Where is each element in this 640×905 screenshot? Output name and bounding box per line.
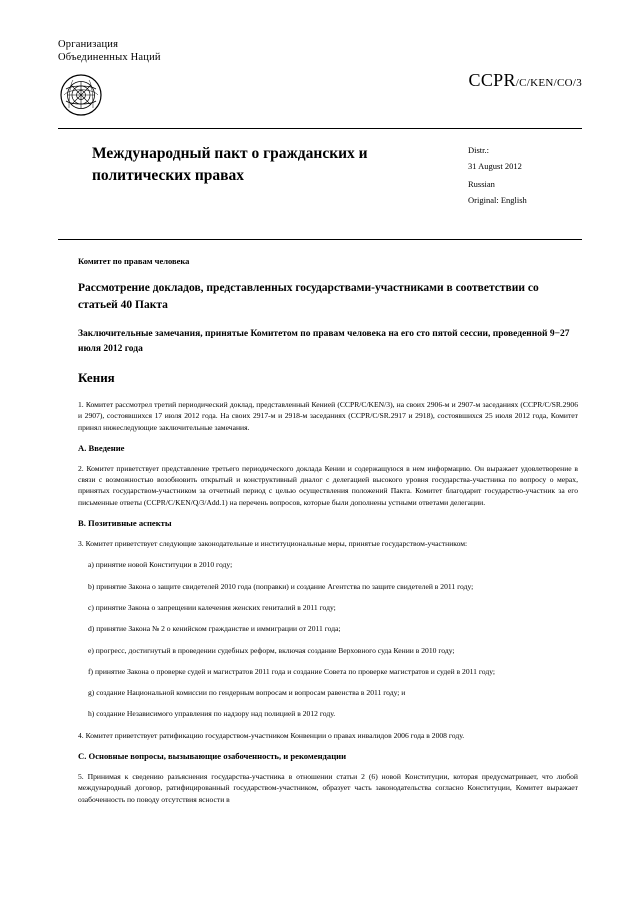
list-item-d: d) принятие Закона № 2 о кенийском гражданстве и иммиграции от 2011 года; <box>88 624 341 634</box>
list-item-f: f) принятие Закона о проверке судей и магистратов 2011 года и создание Совета по проверке магистратов и судей в 2011 году; <box>88 666 496 676</box>
title-block <box>58 129 582 227</box>
document-original-language: Original: English <box>468 195 527 205</box>
list-item-g: g) создание Национальной комиссии по гендерным вопросам и вопросам равенства в 2011 году; и <box>88 688 406 698</box>
list-item-b: b) принятие Закона о защите свидетелей 2010 года (поправки) и создание Агентства по защите свидетелей в 2011 году; <box>88 581 474 591</box>
title-left <box>58 143 456 227</box>
distribution-info <box>456 143 582 227</box>
committee-name: Комитет по правам человека <box>78 256 190 266</box>
instrument-title-line1: Международный пакт о гражданских и <box>92 145 368 162</box>
list-item-c: c) принятие Закона о запрещении калечения женских гениталий в 2011 году; <box>88 602 336 612</box>
list-item-h: h) создание Независимого управления по надзору над полицией в 2012 году. <box>88 709 336 719</box>
document-body <box>58 240 582 805</box>
document-symbol-suffix: /C/KEN/CO/3 <box>515 77 582 89</box>
organization-line2: Объединенных Наций <box>58 52 161 63</box>
masthead <box>58 30 582 126</box>
document-date: 31 August 2012 <box>468 161 522 171</box>
paragraph-5: 5. Принимая к сведению разъяснения государства-участника в отношении статьи 2 (6) новой Конституции, которая предусматривает, что любой международный договор, ратифицированный государством-участником, образует часть законодательства согласно Конституции, Комитет выражает озабоченность по поводу отсутствия ясности в <box>78 772 578 804</box>
paragraph-3: 3. Комитет приветствует следующие законодательные и институциональные меры, принятые государством-участником: <box>78 539 468 549</box>
section-c-heading: C. Основные вопросы, вызывающие озабоченность, и рекомендации <box>78 751 347 762</box>
document-language: Russian <box>468 179 495 189</box>
instrument-title-line2: политических правах <box>92 167 244 184</box>
section-b-heading: B. Позитивные аспекты <box>78 518 172 529</box>
paragraph-1: 1. Комитет рассмотрел третий периодический доклад, представленный Кенией (CCPR/C/KEN/3), на своих 2906-м и 2907-м заседаниях (CCPR/C/SR.2906 и 2907), состоявшихся 17 июля 2012 года. На своих 2917-м и 2918-м заседаниях (CCPR/C/SR.2917 и 2918), состоявшихся 25 июля 2012 года, Комитет принял нижеследующие заключительные замечания. <box>78 400 578 432</box>
list-item-a: a) принятие новой Конституции в 2010 году; <box>88 560 233 570</box>
distribution-label: Distr.: <box>468 145 490 155</box>
country-heading: Кения <box>78 370 115 385</box>
organization-name <box>58 38 161 64</box>
heading-consideration: Рассмотрение докладов, представленных государствами-участниками в соответствии со статьей 40 Пакта <box>78 282 539 311</box>
paragraph-4: 4. Комитет приветствует ратификацию государством-участником Конвенции о правах инвалидов 2006 года в 2008 году. <box>78 730 465 740</box>
document-symbol <box>469 70 582 91</box>
un-emblem-icon <box>60 74 102 116</box>
heading-concluding-observations: Заключительные замечания, принятые Комитетом по правам человека на его сто пятой сессии, проведенной 9−27 июля 2012 года <box>78 329 570 354</box>
paragraph-2: 2. Комитет приветствует представление третьего периодического доклада Кении и содержащуюся в нем информацию. Он выражает удовлетворение в связи с возможностью возобновить открытый и конструктивный диалог с делегацией высокого уровня государства-участника по вопросу о мерах, принятых государством-участником за отчетный период с целью осуществления положений Пакта. Комитет благодарит государство-участник за его письменные ответы (CCPR/C/KEN/Q/3/Add.1) на перечень вопросов, которые были дополнены устными ответами делегации. <box>78 463 578 507</box>
instrument-title <box>92 143 456 187</box>
organization-line1: Организация <box>58 39 119 50</box>
list-item-e: e) прогресс, достигнутый в проведении судебных реформ, включая создание Верховного суда Кении в 2010 году; <box>88 645 455 655</box>
section-a-heading: A. Введение <box>78 442 125 453</box>
document-symbol-main: CCPR <box>468 70 516 90</box>
